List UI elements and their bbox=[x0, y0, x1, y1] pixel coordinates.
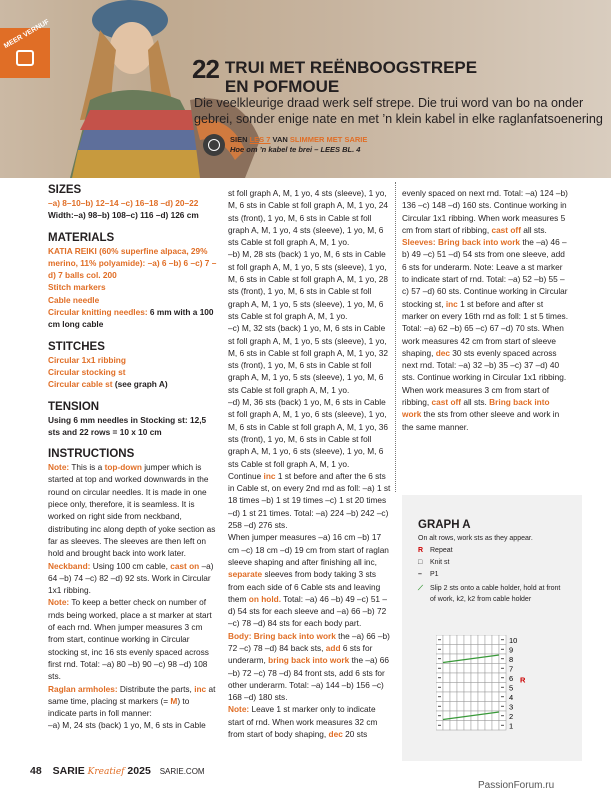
graph-cell bbox=[485, 664, 492, 674]
graph-cell bbox=[478, 654, 485, 664]
graph-cell bbox=[492, 664, 499, 674]
badge-label: MEER VERNUF bbox=[3, 18, 51, 51]
graph-cell bbox=[457, 635, 464, 645]
footer-brand: SARIE bbox=[52, 765, 85, 777]
graph-cell bbox=[478, 721, 485, 731]
yarn-icon bbox=[16, 50, 34, 66]
graph-cell bbox=[464, 635, 471, 645]
graph-cell bbox=[485, 692, 492, 702]
instructions-heading: INSTRUCTIONS bbox=[48, 448, 135, 461]
note2-paragraph: Note: To keep a better check on number of rnds being worked, place a st marker at start of each rnd. When jumper measures 3 cm from start, continue working in Circular stocking st, inc 16 sts evenly spaced across first rnd. Total: –a) 80 –b) 90 –c) 98 –d) 108 sts. bbox=[48, 597, 212, 682]
graph-cell bbox=[457, 692, 464, 702]
row-number: 7 bbox=[509, 664, 514, 674]
graph-cell bbox=[443, 664, 450, 674]
raglan-size-c: –c) M, 32 sts (back) 1 yo, M, 6 sts in Cable st foll graph A, M, 1 yo, 5 sts (sleeve), 1 yo, M, 6 sts in Cable st foll graph A, M, 1 yo, 32 sts (front), 1 yo, M, 6 sts in Cable st foll graph A, M, 1 yo, 5 sts (sleeve), 1 yo, M, 6 sts Cable st foll graph A, M, 1 yo. bbox=[228, 323, 389, 395]
graph-cell bbox=[485, 673, 492, 683]
ribbing-paragraph: evenly spaced on next rnd. Total: –a) 124 –b) 136 –c) 148 –d) 160 sts. Continue working in Circular 1x1 ribbing. When work measures 5 cm from start of ribbing, cast off all sts. bbox=[402, 188, 568, 235]
legend-purl: – P1 bbox=[418, 571, 439, 578]
graph-cell bbox=[485, 683, 492, 693]
yarn-info: KATIA REIKI (60% superfine alpaca, 29% merino, 11% polyamide): –a) 6 –b) 6 –c) 7 –d) 7 balls col. 200 bbox=[48, 245, 217, 281]
graph-cell bbox=[457, 721, 464, 731]
graph-cell bbox=[492, 721, 499, 731]
raglan-size-a: –a) M, 24 sts (back) 1 yo, M, 6 sts in Cable bbox=[48, 720, 206, 731]
graph-cell bbox=[443, 635, 450, 645]
article-subtitle: Die veelkleurige draad werk self strepe. Die trui word van bo na onder gebrei, sonder enige nate en met ’n klein kabel in elke raglanfatsoenering bbox=[194, 96, 603, 126]
sleeves-paragraph: Sleeves: Bring back into work the –a) 46 –b) 49 –c) 51 –d) 54 sts from one sleeve, add 6 sts for underarm. Note: Leave a st marker to indicate start of rnd. Total: –a) 52 –b) 55 –c) 57 –d) 60 sts. Continue working in Circular stocking st, inc 1 st before and after st marker on every 16th rnd as foll: 1 st 5 times. Total: –a) 62 –b) 65 –c) 67 –d) 70 sts. When work measures 42 cm from start of sleeve shaping, dec 30 sts evenly spaced across next rnd. Total: –a) 32 –b) 35 –c) 37 –d) 40 sts. Continue working in Circular 1x1 ribbing. When work measures 3 cm from start of ribbing, cast off all sts. Bring back into work the sts from other sleeve and work in the same manner. bbox=[402, 237, 569, 432]
graph-cell bbox=[464, 692, 471, 702]
graph-a-panel bbox=[402, 495, 582, 761]
graph-cell bbox=[450, 645, 457, 655]
row-number: 4 bbox=[509, 693, 514, 702]
needles-info: Circular knitting needles: 6 mm with a 100 cm long cable bbox=[48, 307, 214, 330]
graph-cell bbox=[478, 664, 485, 674]
body-note-paragraph: Note: Leave 1 st marker only to indicate start of rnd. When work measures 32 cm from start of body shaping, dec 20 sts bbox=[228, 704, 378, 740]
graph-cell bbox=[478, 645, 485, 655]
sizes-heading: SIZES bbox=[48, 184, 82, 196]
graph-title: GRAPH A bbox=[418, 519, 471, 531]
raglan-size-d: –d) M, 36 sts (back) 1 yo, M, 6 sts in Cable st foll graph A, M, 1 yo, 6 sts (sleeve), 1 yo, M, 6 sts in Cable st foll graph A, M, 1 yo, 36 sts (front), 1 yo, M, 6 sts in Cable st foll graph A, M, 1 yo, 6 sts (sleeve), 1 yo, M, 6 sts Cable st foll graph A, M, 1 yo. bbox=[228, 397, 389, 469]
graph-cell bbox=[457, 654, 464, 664]
graph-cell bbox=[457, 645, 464, 655]
graph-cell bbox=[464, 664, 471, 674]
title-line1: TRUI MET REËNBOOGSTREPE bbox=[224, 58, 478, 77]
graph-cell bbox=[450, 664, 457, 674]
yarn-ball-icon bbox=[203, 134, 225, 156]
graph-cell bbox=[492, 635, 499, 645]
row-number: 10 bbox=[509, 636, 518, 645]
title-line2: EN POFMOUE bbox=[224, 77, 340, 96]
column-1 bbox=[48, 184, 218, 742]
graph-cell bbox=[457, 683, 464, 693]
graph-cell bbox=[471, 702, 478, 712]
column-2 bbox=[228, 187, 392, 740]
graph-cell bbox=[492, 645, 499, 655]
stitch-item: Circular stocking st bbox=[48, 366, 126, 377]
watermark: PassionForum.ru bbox=[478, 780, 555, 791]
footer-script: Kreatief bbox=[87, 767, 125, 777]
materials-section bbox=[48, 232, 218, 331]
graph-cell bbox=[457, 673, 464, 683]
graph-cell bbox=[450, 702, 457, 712]
title-number: 22 bbox=[192, 54, 219, 84]
graph-cell bbox=[443, 702, 450, 712]
stitches-heading: STITCHES bbox=[48, 340, 105, 353]
footer-url: SARIE.COM bbox=[159, 767, 205, 776]
graph-cell bbox=[478, 702, 485, 712]
graph-cell bbox=[471, 692, 478, 702]
graph-cell bbox=[485, 702, 492, 712]
meer-vernuf-badge bbox=[0, 18, 51, 78]
sizes-section bbox=[48, 184, 218, 222]
raglan-paragraph: Raglan armholes: Distribute the parts, inc at same time, placing st markers (= M) to indicate parts in foll manner: bbox=[48, 683, 216, 719]
graph-cell bbox=[443, 673, 450, 683]
sizes-line: –a) 8–10–b) 12–14 –c) 16–18 –d) 20–22 bbox=[48, 198, 199, 208]
tension-section bbox=[48, 401, 218, 439]
graph-cell bbox=[485, 645, 492, 655]
graph-cell bbox=[478, 692, 485, 702]
graph-cell bbox=[464, 721, 471, 731]
graph-cell bbox=[492, 683, 499, 693]
column-3 bbox=[402, 187, 570, 433]
graph-cell bbox=[471, 683, 478, 693]
graph-cell bbox=[443, 683, 450, 693]
graph-cell bbox=[464, 645, 471, 655]
footer-year: 2025 bbox=[127, 765, 151, 777]
material-item: Cable needle bbox=[48, 294, 100, 305]
stitch-item: Circular 1x1 ribbing bbox=[48, 354, 126, 365]
graph-cell bbox=[443, 645, 450, 655]
graph-cell bbox=[478, 635, 485, 645]
materials-heading: MATERIALS bbox=[48, 231, 115, 244]
cable-symbol: ⟋ bbox=[418, 585, 423, 592]
graph-cell bbox=[471, 673, 478, 683]
graph-cell bbox=[492, 702, 499, 712]
row-number: 2 bbox=[509, 712, 514, 721]
lesson-line2: Hoe om ’n kabel te brei – LEES BL. 4 bbox=[230, 145, 361, 154]
row-number: 3 bbox=[509, 702, 514, 712]
stitches-section bbox=[48, 341, 218, 391]
row-number: 9 bbox=[509, 645, 514, 655]
graph-cell bbox=[443, 721, 450, 731]
graph-cell bbox=[485, 721, 492, 731]
lesson-line1: SIEN LES 7 VAN SLIMMER MET SARIE bbox=[230, 135, 368, 144]
graph-cell bbox=[478, 711, 485, 721]
legend-repeat: R Repeat bbox=[418, 547, 453, 554]
graph-cell bbox=[492, 692, 499, 702]
raglan-cont: st foll graph A, M, 1 yo, 4 sts (sleeve), 1 yo, M, 6 sts in Cable st foll graph A, M, 1 yo, 24 sts (front), 1 yo, M, 6 sts in Cable st foll graph A, M, 1 yo, 4 sts (sleeve), 1 yo, M, 6 sts Cable st foll graph A, M, 1 yo. bbox=[228, 188, 389, 248]
row-number: 5 bbox=[509, 683, 514, 693]
repeat-label: R bbox=[520, 675, 526, 685]
material-item: Stitch markers bbox=[48, 282, 106, 293]
knit-symbol: □ bbox=[418, 559, 423, 566]
graph-cell bbox=[464, 683, 471, 693]
row-number: 6 bbox=[509, 674, 514, 683]
graph-cell bbox=[485, 635, 492, 645]
graph-cell bbox=[471, 645, 478, 655]
page-footer bbox=[30, 765, 205, 777]
graph-cell bbox=[471, 721, 478, 731]
tension-heading: TENSION bbox=[48, 400, 100, 413]
graph-cell bbox=[478, 673, 485, 683]
legend-knit: □ Knit st bbox=[418, 559, 450, 566]
separate-paragraph: When jumper measures –a) 16 cm –b) 17 cm –c) 18 cm –d) 19 cm from start of raglan sleeve shaping and after finishing all inc, separate sleeves from body taking 3 sts from each side of 6 Cable sts and leaving them on hold. Total: –a) 46 –b) 49 –c) 51 –d) 54 sts for each sleeve and –a) 66 –b) 72 –c) 78 –d) 84 sts for each body part. bbox=[228, 532, 389, 629]
raglan-size-b: –b) M, 28 sts (back) 1 yo, M, 6 sts in Cable st foll graph A, M, 1 yo, 5 sts (sleeve), 1 yo, M, 6 sts in Cable st foll graph A, M, 1 yo, 28 sts (front), 1 yo, M, 6 sts in Cable st foll graph A, M, 1 yo, 5 sts (sleeve), 1 yo, M, 6 sts Cable st fol graph A, M, 1 yo. bbox=[228, 249, 389, 321]
legend-cable: ⟋ Slip 2 sts onto a cable holder, hold at front of work, k2, k2 from cable holder bbox=[418, 585, 561, 603]
graph-cell bbox=[443, 692, 450, 702]
column-divider bbox=[395, 182, 396, 492]
graph-cell bbox=[450, 692, 457, 702]
body-paragraph: Body: Bring back into work the –a) 66 –b) 72 –c) 78 –d) 84 back sts, add 6 sts for underarm, bring back into work the –a) 66 –b) 72 –c) 78 –d) 84 front sts, add 6 sts for other underarm. Total: –a) 144 –b) 156 –c) 168 –d) 180 sts. bbox=[228, 630, 390, 703]
graph-cell bbox=[457, 702, 464, 712]
purl-symbol: – bbox=[418, 571, 422, 578]
width-line: Width:–a) 98–b) 108–c) 116 –d) 126 cm bbox=[48, 210, 199, 221]
graph-cell bbox=[457, 664, 464, 674]
graph-cell bbox=[464, 673, 471, 683]
inc-paragraph: Continue inc 1 st before and after the 6 sts in Cable st, on every 2nd rnd as foll: –a) 1 st 18 times –b) 1 st 19 times –c) 1 st 20 times –d) 1 st 21 times. Total: –a) 224 –b) 242 –c) 258 –d) 276 sts. bbox=[228, 470, 391, 531]
graph-cell bbox=[457, 711, 464, 721]
graph-cell bbox=[471, 664, 478, 674]
row-number: 8 bbox=[509, 655, 514, 664]
graph-cell bbox=[471, 635, 478, 645]
article-title bbox=[192, 56, 602, 94]
graph-cell bbox=[492, 673, 499, 683]
neckband-paragraph: Neckband: Using 100 cm cable, cast on –a) 64 –b) 74 –c) 82 –d) 92 sts. Work in Circular 1x1 ribbing. bbox=[48, 560, 214, 596]
graph-cell bbox=[478, 683, 485, 693]
graph-cell bbox=[450, 683, 457, 693]
graph-cell bbox=[450, 721, 457, 731]
graph-subtitle: On alt rows, work sts as they appear. bbox=[418, 535, 533, 542]
instructions-section bbox=[48, 448, 218, 732]
note-paragraph: Note: This is a top-down jumper which is started at top and worked downwards in the round on circular needles. It is made in one piece only, therefore, it is seamless. It is worked on right side from neckband, distributing inc along depth of yoke section as far as sleeves. The sleeves are then left on hold and brought back into work later. bbox=[48, 462, 216, 559]
graph-cell bbox=[450, 635, 457, 645]
tension-text: Using 6 mm needles in Stocking st: 12,5 sts and 22 rows = 10 x 10 cm bbox=[48, 414, 207, 437]
graph-cell bbox=[464, 702, 471, 712]
stitch-item: Circular cable st (see graph A) bbox=[48, 379, 168, 390]
graph-cell bbox=[450, 673, 457, 683]
row-number: 1 bbox=[509, 721, 514, 731]
graph-a-chart bbox=[436, 635, 536, 735]
repeat-symbol: R bbox=[418, 547, 424, 554]
page-number: 48 bbox=[30, 765, 42, 777]
